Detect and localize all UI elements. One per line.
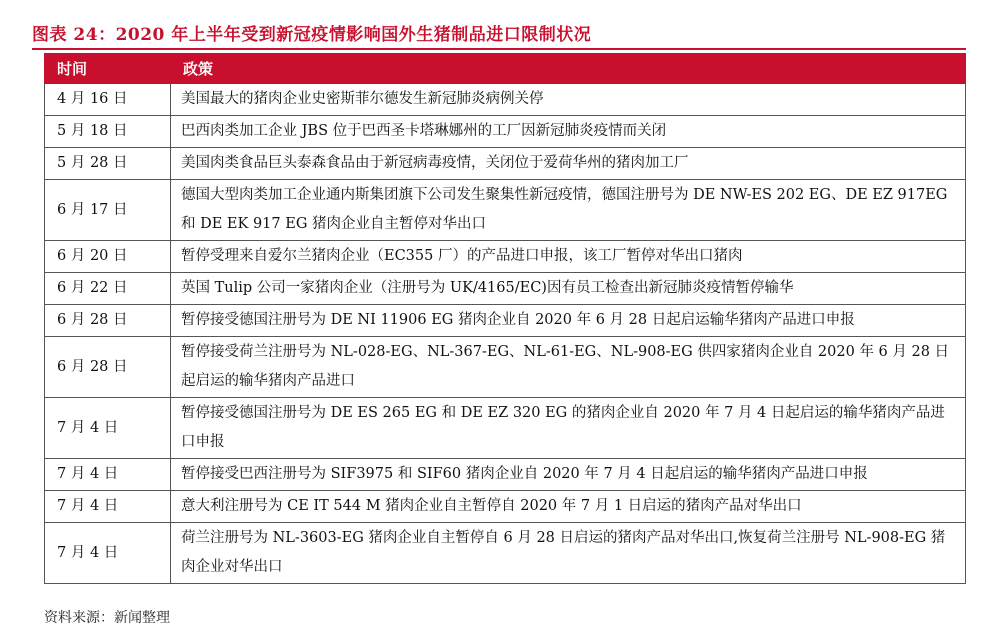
policy-cell: 美国肉类食品巨头泰森食品由于新冠病毒疫情，关闭位于爱荷华州的猪肉加工厂 bbox=[171, 148, 966, 180]
table-row bbox=[45, 337, 966, 398]
table-row bbox=[45, 491, 966, 523]
policy-cell: 荷兰注册号为 NL-3603-EG 猪肉企业自主暂停自 6 月 28 日启运的猪肉产品对华出口,恢复荷兰注册号 NL-908-EG 猪肉企业对华出口 bbox=[171, 523, 966, 584]
policy-cell: 英国 Tulip 公司一家猪肉企业（注册号为 UK/4165/EC)因有员工检查出新冠肺炎疫情暂停输华 bbox=[171, 273, 966, 305]
source-note: 资料来源：新闻整理 bbox=[44, 610, 170, 626]
table-row bbox=[45, 398, 966, 459]
table-row bbox=[45, 459, 966, 491]
date-cell: 5 月 18 日 bbox=[45, 116, 171, 148]
date-cell: 4 月 16 日 bbox=[45, 84, 171, 116]
column-header-policy: 政策 bbox=[171, 54, 966, 84]
date-cell: 7 月 4 日 bbox=[45, 459, 171, 491]
date-cell: 7 月 4 日 bbox=[45, 398, 171, 459]
column-header-date: 时间 bbox=[45, 54, 171, 84]
date-cell: 6 月 17 日 bbox=[45, 180, 171, 241]
table-row bbox=[45, 523, 966, 584]
policy-cell: 意大利注册号为 CE IT 544 M 猪肉企业自主暂停自 2020 年 7 月 1 日启运的猪肉产品对华出口 bbox=[171, 491, 966, 523]
date-cell: 6 月 22 日 bbox=[45, 273, 171, 305]
date-cell: 7 月 4 日 bbox=[45, 491, 171, 523]
policy-cell: 暂停接受德国注册号为 DE NI 11906 EG 猪肉企业自 2020 年 6 月 28 日起启运输华猪肉产品进口申报 bbox=[171, 305, 966, 337]
policy-cell: 暂停受理来自爱尔兰猪肉企业（EC355 厂）的产品进口申报，该工厂暂停对华出口猪肉 bbox=[171, 241, 966, 273]
table-row bbox=[45, 180, 966, 241]
table-row bbox=[45, 148, 966, 180]
date-cell: 6 月 28 日 bbox=[45, 305, 171, 337]
policy-cell: 美国最大的猪肉企业史密斯菲尔德发生新冠肺炎病例关停 bbox=[171, 84, 966, 116]
policy-cell: 暂停接受德国注册号为 DE ES 265 EG 和 DE EZ 320 EG 的猪肉企业自 2020 年 7 月 4 日起启运的输华猪肉产品进口申报 bbox=[171, 398, 966, 459]
policy-cell: 德国大型肉类加工企业通内斯集团旗下公司发生聚集性新冠疫情，德国注册号为 DE NW-ES 202 EG、DE EZ 917EG 和 DE EK 917 EG 猪肉企业自主暂停对华出口 bbox=[171, 180, 966, 241]
table-row bbox=[45, 84, 966, 116]
date-cell: 5 月 28 日 bbox=[45, 148, 171, 180]
table-row bbox=[45, 305, 966, 337]
table-row bbox=[45, 116, 966, 148]
date-cell: 6 月 28 日 bbox=[45, 337, 171, 398]
title-divider bbox=[32, 48, 966, 50]
policy-cell: 暂停接受荷兰注册号为 NL-028-EG、NL-367-EG、NL-61-EG、NL-908-EG 供四家猪肉企业自 2020 年 6 月 28 日起启运的输华猪肉产品进口 bbox=[171, 337, 966, 398]
table-row bbox=[45, 241, 966, 273]
figure-title: 图表 24：2020 年上半年受到新冠疫情影响国外生猪制品进口限制状况 bbox=[32, 25, 592, 45]
policy-table bbox=[44, 53, 966, 584]
date-cell: 6 月 20 日 bbox=[45, 241, 171, 273]
policy-cell: 暂停接受巴西注册号为 SIF3975 和 SIF60 猪肉企业自 2020 年 7 月 4 日起启运的输华猪肉产品进口申报 bbox=[171, 459, 966, 491]
table-header-row bbox=[45, 54, 966, 84]
table-row bbox=[45, 273, 966, 305]
date-cell: 7 月 4 日 bbox=[45, 523, 171, 584]
policy-cell: 巴西肉类加工企业 JBS 位于巴西圣卡塔琳娜州的工厂因新冠肺炎疫情而关闭 bbox=[171, 116, 966, 148]
